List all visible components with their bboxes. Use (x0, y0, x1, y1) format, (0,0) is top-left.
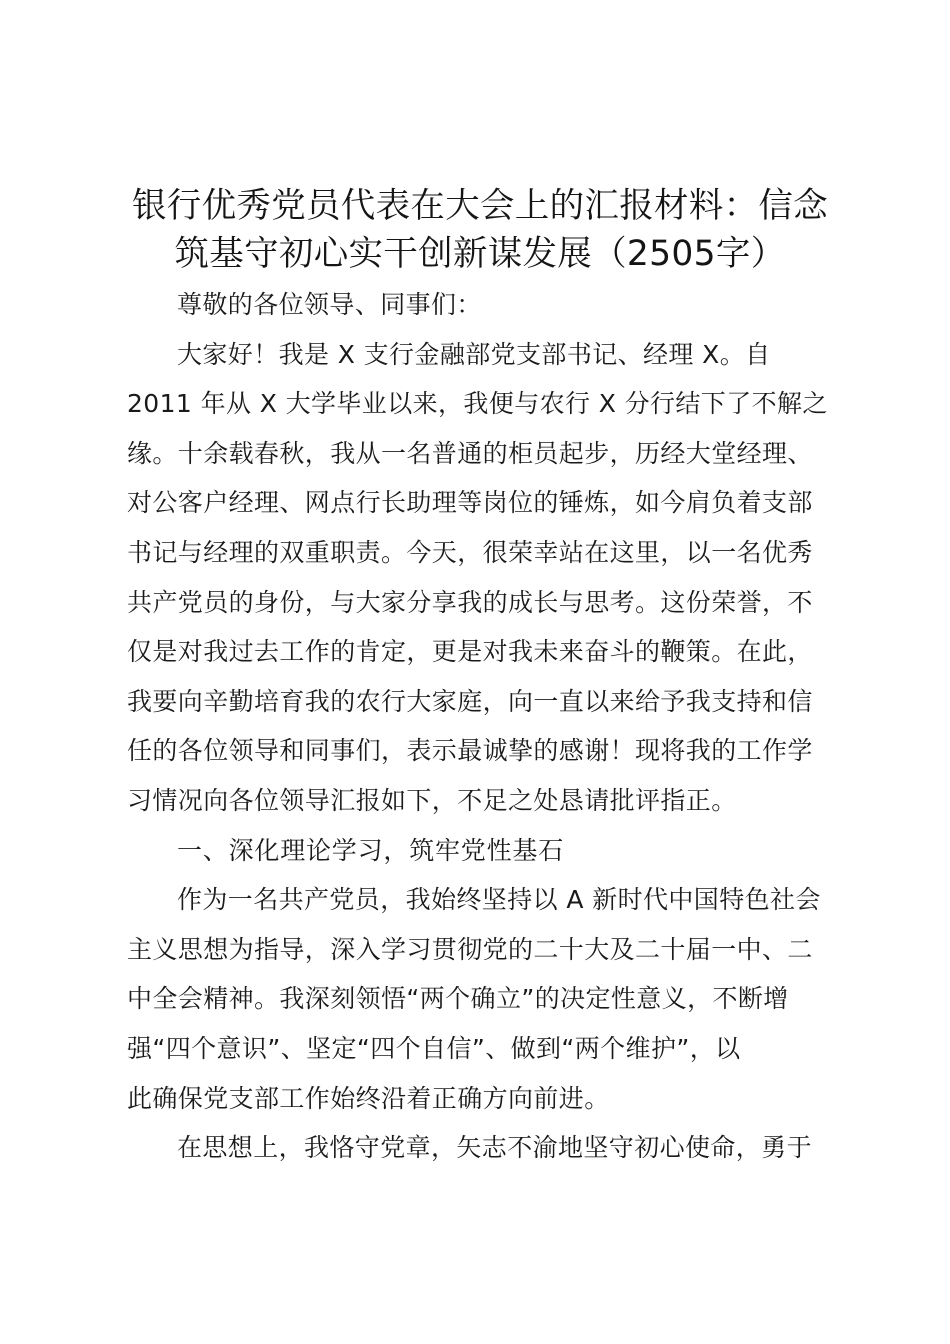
text-line: 共产党员的身份，与大家分享我的成长与思考。这份荣誉，不 (127, 587, 813, 617)
text-line: 2011 年从 X 大学毕业以来，我便与农行 X 分行结下了不解之 (127, 389, 828, 419)
section-heading (127, 826, 833, 876)
text-line: 仅是对我过去工作的肯定，更是对我未来奋斗的鞭策。在此， (127, 637, 813, 667)
title-line-2: 筑基守初心实干创新谋发展（2505字） (174, 234, 786, 274)
salutation-paragraph (127, 280, 833, 330)
text-line: 缘。十余载春秋，我从一名普通的柜员起步，历经大堂经理、 (127, 438, 813, 468)
text-line: 对公客户经理、网点行长助理等岗位的锤炼，如今肩负着支部 (127, 488, 813, 518)
text-line: 尊敬的各位领导、同事们： (177, 290, 482, 319)
text-line: 习情况向各位领导汇报如下，不足之处恳请批评指正。 (127, 785, 737, 815)
text-line: 强“四个意识”、坚定“四个自信”、做到“两个维护”，以 (127, 1033, 741, 1063)
text-line: 一、深化理论学习，筑牢党性基石 (177, 835, 565, 865)
title-line-1: 银行优秀党员代表在大会上的汇报材料：信念 (132, 186, 828, 226)
body-paragraph (127, 875, 833, 1123)
text-line: 中全会精神。我深刻领悟“两个确立”的决定性意义，不断增 (127, 984, 789, 1014)
text-line: 作为一名共产党员，我始终坚持以 A 新时代中国特色社会 (177, 885, 821, 915)
text-line: 我要向辛勤培育我的农行大家庭，向一直以来给予我支持和信 (127, 686, 813, 716)
text-line: 主义思想为指导，深入学习贯彻党的二十大及二十届一中、二 (127, 934, 813, 964)
body-paragraph (127, 1123, 833, 1173)
text-line: 任的各位领导和同事们，表示最诚挚的感谢！现将我的工作学 (127, 736, 813, 766)
text-line: 此确保党支部工作始终沿着正确方向前进。 (127, 1083, 610, 1113)
text-line: 书记与经理的双重职责。今天，很荣幸站在这里，以一名优秀 (127, 537, 813, 567)
intro-paragraph (127, 330, 833, 826)
text-line: 大家好！我是 X 支行金融部党支部书记、经理 X。自 (177, 339, 771, 369)
document-body (127, 280, 833, 1173)
document-title (120, 182, 840, 278)
text-line: 在思想上，我恪守党章，矢志不渝地坚守初心使命，勇于 (177, 1133, 813, 1163)
